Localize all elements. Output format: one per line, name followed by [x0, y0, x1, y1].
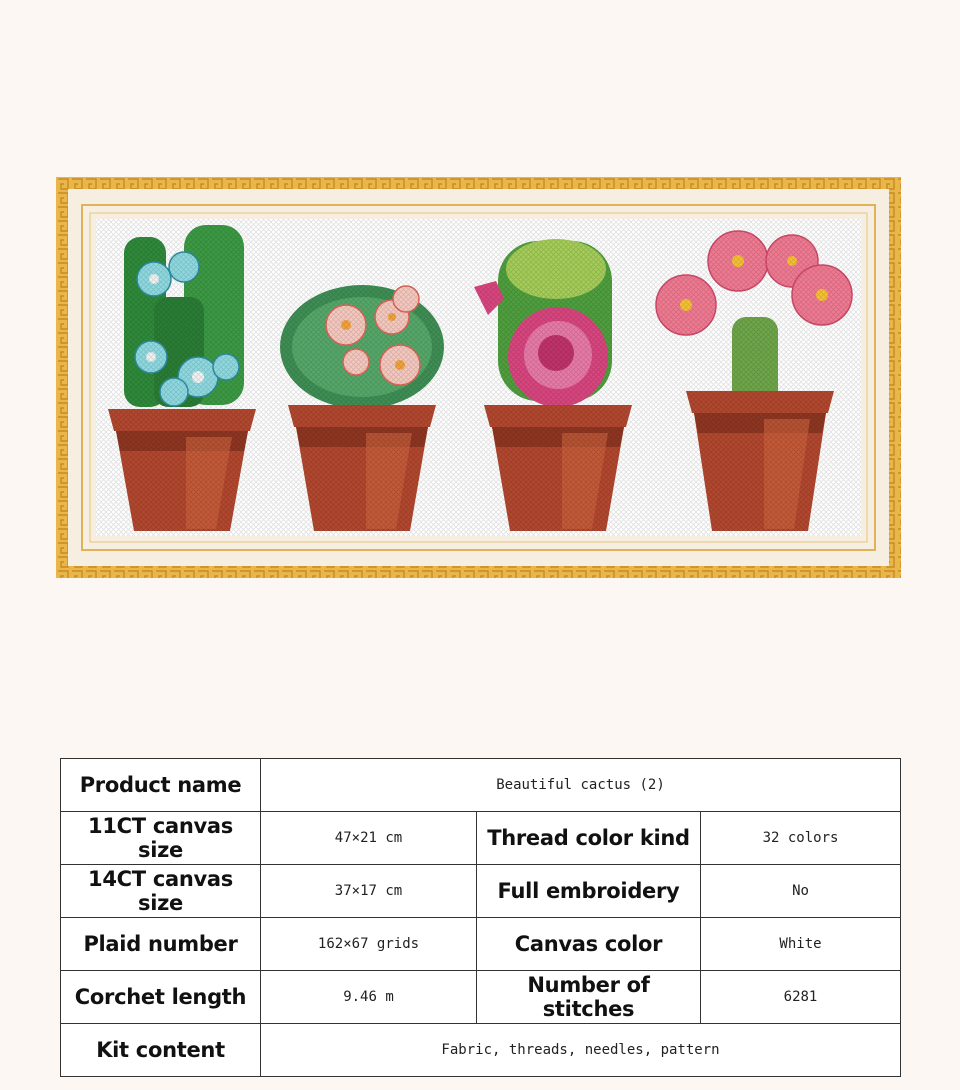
number-of-stitches-label: Number of stitches — [477, 971, 701, 1024]
table-row — [61, 812, 901, 865]
product-specs-table — [60, 758, 901, 1077]
product-name-label: Product name — [61, 759, 261, 812]
ct14-canvas-size-label: 14CT canvas size — [61, 865, 261, 918]
thread-color-kind-value: 32 colors — [701, 812, 901, 865]
plaid-number-label: Plaid number — [61, 918, 261, 971]
table-row — [61, 865, 901, 918]
product-name-value: Beautiful cactus (2) — [261, 759, 901, 812]
thread-color-kind-label: Thread color kind — [477, 812, 701, 865]
canvas-color-label: Canvas color — [477, 918, 701, 971]
table-row — [61, 918, 901, 971]
ct11-canvas-size-value: 47×21 cm — [261, 812, 477, 865]
kit-content-value: Fabric, threads, needles, pattern — [261, 1024, 901, 1077]
full-embroidery-label: Full embroidery — [477, 865, 701, 918]
cactus-artwork-frame — [56, 177, 901, 578]
kit-content-label: Kit content — [61, 1024, 261, 1077]
full-embroidery-value: No — [701, 865, 901, 918]
number-of-stitches-value: 6281 — [701, 971, 901, 1024]
ct11-canvas-size-label: 11CT canvas size — [61, 812, 261, 865]
plaid-number-value: 162×67 grids — [261, 918, 477, 971]
table-row — [61, 971, 901, 1024]
ct14-canvas-size-value: 37×17 cm — [261, 865, 477, 918]
canvas-color-value: White — [701, 918, 901, 971]
corchet-length-label: Corchet length — [61, 971, 261, 1024]
table-row — [61, 759, 901, 812]
corchet-length-value: 9.46 m — [261, 971, 477, 1024]
table-row — [61, 1024, 901, 1077]
